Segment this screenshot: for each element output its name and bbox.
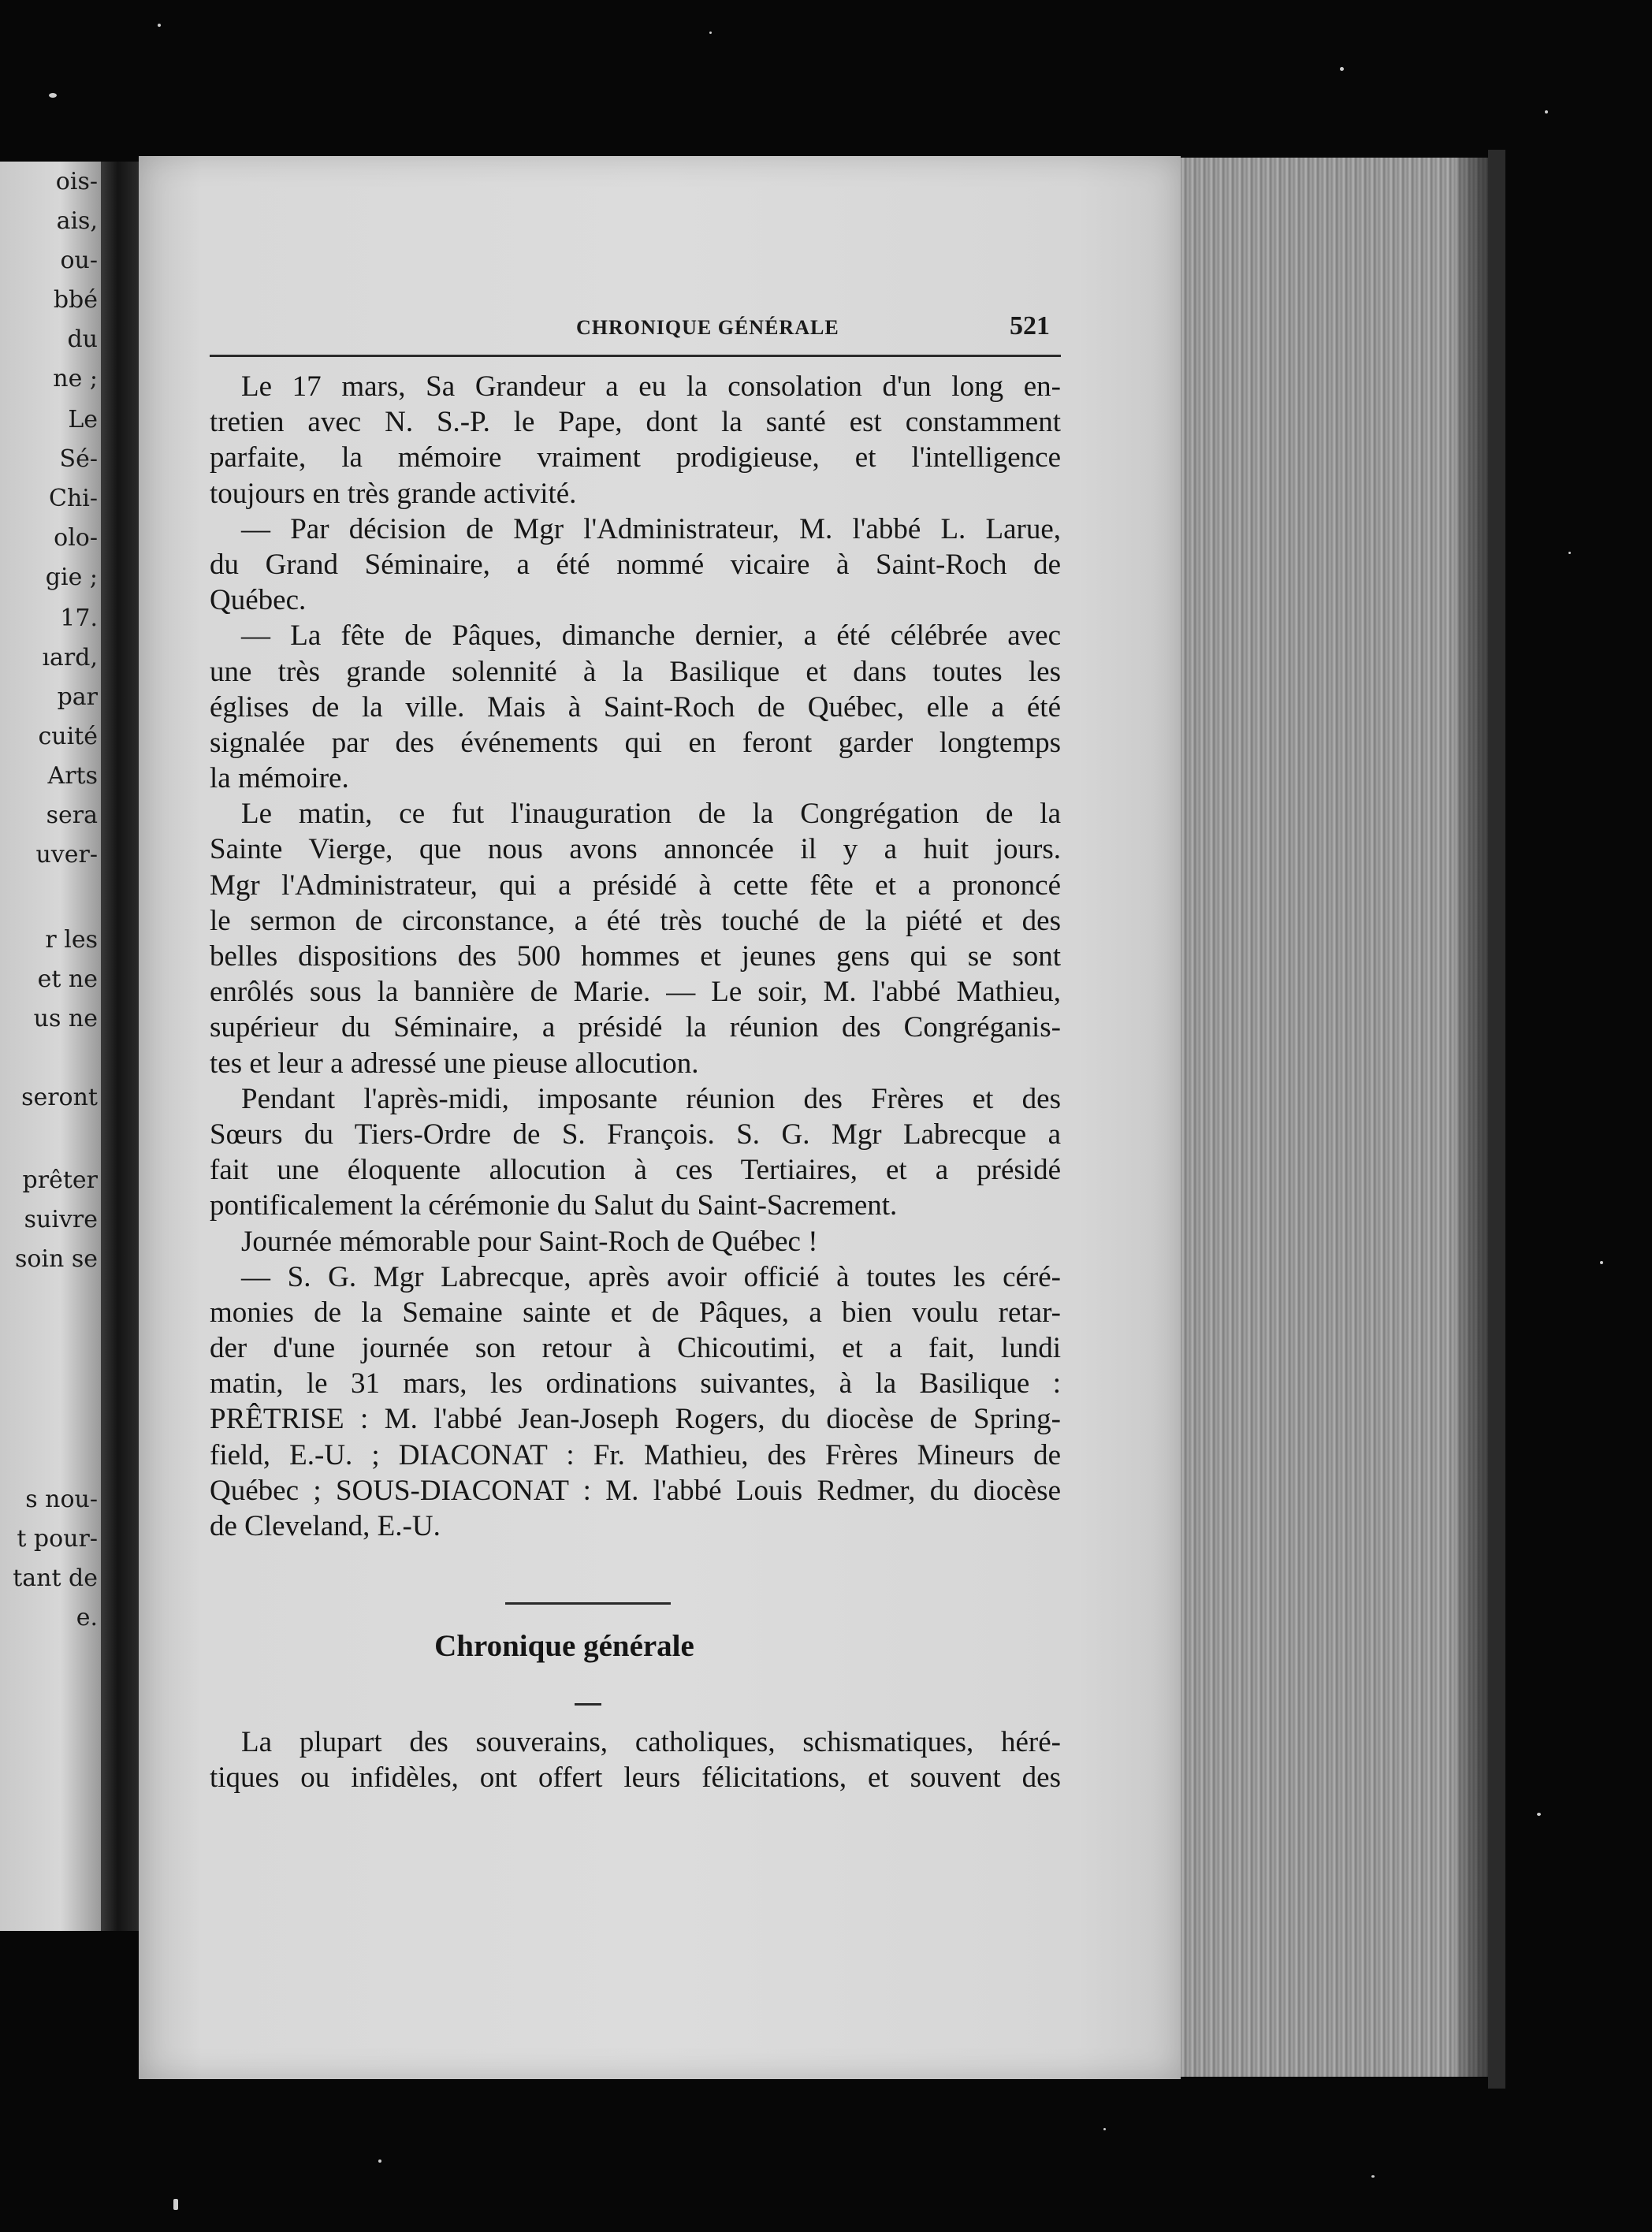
text-line: pontificalement la cérémonie du Salut du Saint-Sacrement. <box>210 1189 898 1222</box>
left-page-line: tant de <box>13 1564 98 1592</box>
text-line: églises de la ville. Mais à Saint-Roch de Québec, elle a été <box>210 690 1061 724</box>
text-line: — La fête de Pâques, dimanche dernier, a été célébrée avec <box>241 619 1061 653</box>
dust-speck <box>158 24 161 27</box>
text-line: — S. G. Mgr Labrecque, après avoir officié à toutes les céré- <box>241 1260 1061 1293</box>
text-line: enrôlés sous la bannière de Marie. — Le soir, M. l'abbé Mathieu, <box>210 976 1061 1009</box>
text-line: tiques ou infidèles, ont offert leurs félicitations, et souvent des <box>210 1761 1061 1795</box>
left-page-line: suivre <box>24 1206 98 1233</box>
text-line: belles dispositions des 500 hommes et jeunes gens qui se sont <box>210 940 1061 973</box>
left-page-line: r les <box>45 926 98 954</box>
text-line: Pendant l'après-midi, imposante réunion des Frères et des <box>241 1082 1061 1115</box>
left-page-line: Arts <box>47 762 98 790</box>
dust-speck <box>1371 2175 1375 2178</box>
dust-speck <box>1340 67 1344 71</box>
left-page-fragment <box>0 162 101 1931</box>
dust-speck <box>1103 2128 1106 2130</box>
left-page-line: e. <box>76 1604 98 1631</box>
left-page-line: 17. <box>60 604 98 632</box>
dust-speck <box>49 93 57 98</box>
left-page-line: prêter <box>22 1166 98 1194</box>
left-page-line: cuité <box>38 723 98 750</box>
text-line: parfaite, la mémoire vraiment prodigieuse, et l'intelligence <box>210 441 1061 474</box>
title-dash <box>575 1703 601 1706</box>
text-line: Journée mémorable pour Saint-Roch de Québec ! <box>241 1225 818 1258</box>
dust-speck <box>1568 552 1571 554</box>
left-page-line: ıard, <box>42 644 98 671</box>
book-gutter <box>101 162 139 1931</box>
dust-speck <box>173 2199 178 2210</box>
left-page-line: ne ; <box>53 365 98 392</box>
left-page-line: s nou- <box>25 1486 98 1513</box>
left-page-line: soin se <box>14 1245 98 1273</box>
text-line: Sœurs du Tiers-Ordre de S. François. S. G. Mgr Labrecque a <box>210 1118 1061 1151</box>
text-line: signalée par des événements qui en feront garder longtemps <box>210 726 1061 759</box>
text-line: Mgr l'Administrateur, qui a présidé à cette fête et a prononcé <box>210 869 1061 902</box>
text-line: la mémoire. <box>210 762 349 795</box>
text-line: matin, le 31 mars, les ordinations suivantes, à la Basilique : <box>210 1367 1061 1401</box>
section-title: Chronique générale <box>434 1629 694 1663</box>
left-page-line: Le <box>68 406 98 433</box>
text-line: der d'une journée son retour à Chicoutimi, et a fait, lundi <box>210 1332 1061 1365</box>
left-page-line: uver- <box>35 841 98 869</box>
left-page-line: du <box>67 326 98 353</box>
left-page-line: ais, <box>56 207 98 235</box>
page-number: 521 <box>1010 311 1050 340</box>
text-line: du Grand Séminaire, a été nommé vicaire à Saint-Roch de <box>210 548 1061 581</box>
section-divider <box>505 1602 671 1605</box>
chronicle-text <box>210 369 1061 1544</box>
text-line: tes et leur a adressé une pieuse allocution. <box>210 1047 699 1080</box>
dust-speck <box>378 2159 381 2163</box>
dust-speck <box>1545 110 1548 113</box>
text-line: PRÊTRISE : M. l'abbé Jean-Joseph Rogers, du diocèse de Spring- <box>210 1403 1061 1436</box>
section-text <box>210 1724 1061 1795</box>
left-page-line: et ne <box>37 965 98 993</box>
text-line: de Cleveland, E.-U. <box>210 1510 441 1542</box>
running-head: CHRONIQUE GÉNÉRALE <box>576 316 839 339</box>
book-cover-edge <box>1488 150 1505 2089</box>
text-line: Québec. <box>210 584 307 617</box>
left-page-line: bbé <box>53 286 98 314</box>
text-line: field, E.-U. ; DIACONAT : Fr. Mathieu, des Frères Mineurs de <box>210 1438 1061 1471</box>
text-line: tretien avec N. S.-P. le Pape, dont la santé est constamment <box>210 406 1061 439</box>
text-line: La plupart des souverains, catholiques, schismatiques, héré- <box>241 1726 1061 1758</box>
left-page-line: olo- <box>54 524 98 552</box>
text-line: monies de la Semaine sainte et de Pâques, a bien voulu retar- <box>210 1296 1061 1329</box>
text-line: le sermon de circonstance, a été très touché de la piété et des <box>210 904 1061 937</box>
left-page-line: Chi- <box>48 485 98 512</box>
text-line: Le 17 mars, Sa Grandeur a eu la consolation d'un long en- <box>241 370 1061 403</box>
text-line: une très grande solennité à la Basilique et dans toutes les <box>210 655 1061 688</box>
page-header <box>210 310 1061 348</box>
dust-speck <box>709 32 712 34</box>
left-page-line: ou- <box>60 247 98 274</box>
text-line: Le matin, ce fut l'inauguration de la Congrégation de la <box>241 798 1061 831</box>
left-page-line: t pour- <box>17 1525 98 1553</box>
dust-speck <box>1537 1813 1541 1816</box>
text-line: supérieur du Séminaire, a présidé la réunion des Congréganis- <box>210 1011 1061 1044</box>
book-page <box>139 156 1181 2079</box>
left-page-line: Sé- <box>59 445 98 473</box>
left-page-line: gie ; <box>45 564 98 591</box>
text-line: — Par décision de Mgr l'Administrateur, M. l'abbé L. Larue, <box>241 512 1061 545</box>
left-page-line: par <box>57 683 98 711</box>
header-rule <box>210 355 1061 357</box>
book-page-edges <box>1181 158 1488 2077</box>
text-line: Québec ; SOUS-DIACONAT : M. l'abbé Louis Redmer, du diocèse <box>210 1474 1061 1507</box>
text-line: fait une éloquente allocution à ces Tertiaires, et a présidé <box>210 1154 1061 1187</box>
text-line: toujours en très grande activité. <box>210 477 577 510</box>
text-line: Sainte Vierge, que nous avons annoncée il y a huit jours. <box>210 833 1061 866</box>
dust-speck <box>1600 1261 1603 1264</box>
left-page-line: ois- <box>55 168 98 195</box>
left-page-line: sera <box>46 802 98 829</box>
left-page-line: seront <box>21 1084 98 1111</box>
left-page-line: us ne <box>33 1005 98 1032</box>
